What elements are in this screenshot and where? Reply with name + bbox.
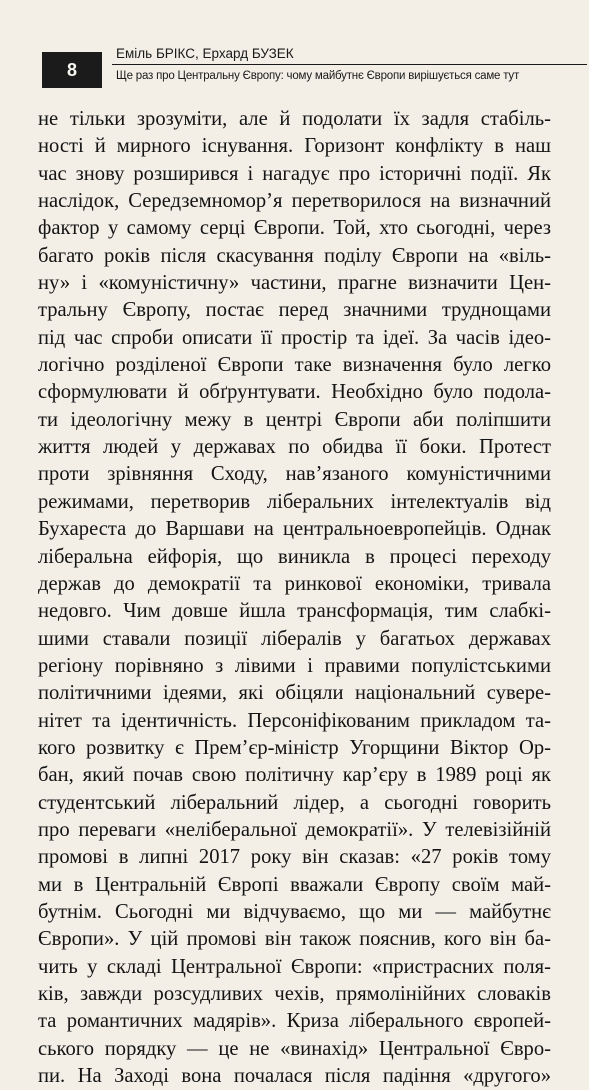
text-line: недовго. Чим довше йшла трансформація, тим слабкі- [38,600,551,623]
text-line: ми в Центральній Європі вважали Європу своїм май- [38,873,551,896]
text-line: проти зрівняння Сходу, нав’язаного комуністичними [38,463,551,486]
body-text [38,106,551,1090]
text-line: ків, завжди розсудливих чехів, прямолінійних словаків [38,983,551,1005]
text-line: шими ставали позиції лібералів у багатьох державах [38,627,551,650]
text-line: ності й мирного існування. Горизонт конфлікту в наш [38,135,551,158]
text-line: тральну Європу, постає перед значними труднощами [38,299,551,322]
page-number: 8 [42,52,102,88]
text-line: Бухареста до Варшави на центральноевропейців. Однак [38,518,551,541]
text-line: під час спроби описати її простір та ідеї. За часів ідео- [38,326,551,349]
text-line: логічно розділеної Європи таке визначення було легко [38,354,551,377]
text-line: регіону порівняно з лівими і правими популістськими [38,654,551,677]
text-line: промові в липні 2017 року він сказав: «27 років тому [38,846,551,869]
text-line: кого розвитку є Прем’єр-міністр Угорщини Віктор Ор- [38,736,551,759]
text-line: політичними ідеями, які обіцяли національний сувере- [38,682,551,705]
text-line: життя людей у державах по обидва її боки. Протест [38,436,551,459]
text-line: сформулювати й обґрунтувати. Необхідно було подола- [38,381,551,404]
text-line: не тільки зрозуміти, але й подолати їх задля стабіль- [38,108,551,130]
text-line: фактор у самому серці Європи. Той, хто сьогодні, через [38,217,551,240]
text-line: ліберальна ейфорія, що виникла в процесі переходу [38,545,551,568]
text-line: держав до демократії та ринкової економіки, тривала [38,572,551,595]
text-line: пи. На Заході вона почалася після падіння «другого» [38,1065,551,1088]
text-line: бан, який почав свою політичну кар’єру в 1989 році як [38,764,551,787]
text-line: багато років після скасування поділу Європи на «віль- [38,244,551,267]
text-line: чить у складі Центральної Європи: «пристрасних поля- [38,955,551,978]
running-header-authors: Еміль БРІКС, Ерхард БУЗЕК [116,46,294,61]
text-line: ну» і «комуністичну» частини, прагне визначити Цен- [38,272,551,295]
text-line: час знову розширився і нагадує про історичні події. Як [38,162,551,185]
text-line: бутнім. Сьогодні ми відчуваємо, що ми — майбутнє [38,900,551,923]
text-line: про переваги «неліберальної демократії». У телевізійній [38,818,551,841]
running-header-title: Ще раз про Центральну Європу: чому майбутнє Європи вирішується саме тут [116,70,520,82]
text-line: студентський ліберальний лідер, а сьогодні говорить [38,791,551,814]
text-line: Європи». У цій промові він також пояснив, кого він ба- [38,928,551,951]
text-line: наслідок, Середземномор’я перетворилося на визначний [38,190,551,213]
text-line: нітет та ідентичність. Персоніфікованим прикладом та- [38,709,551,732]
text-line: режимами, перетворив ліберальних інтелектуалів від [38,490,551,513]
text-line: ського порядку — це не «винахід» Центральної Євро- [38,1037,551,1060]
text-line: та романтичних мадярів». Криза ліберального європей- [38,1010,551,1033]
running-header [42,44,554,94]
text-line: ти ідеологічну межу в центрі Європи аби поліпшити [38,408,551,431]
header-divider [112,64,587,65]
